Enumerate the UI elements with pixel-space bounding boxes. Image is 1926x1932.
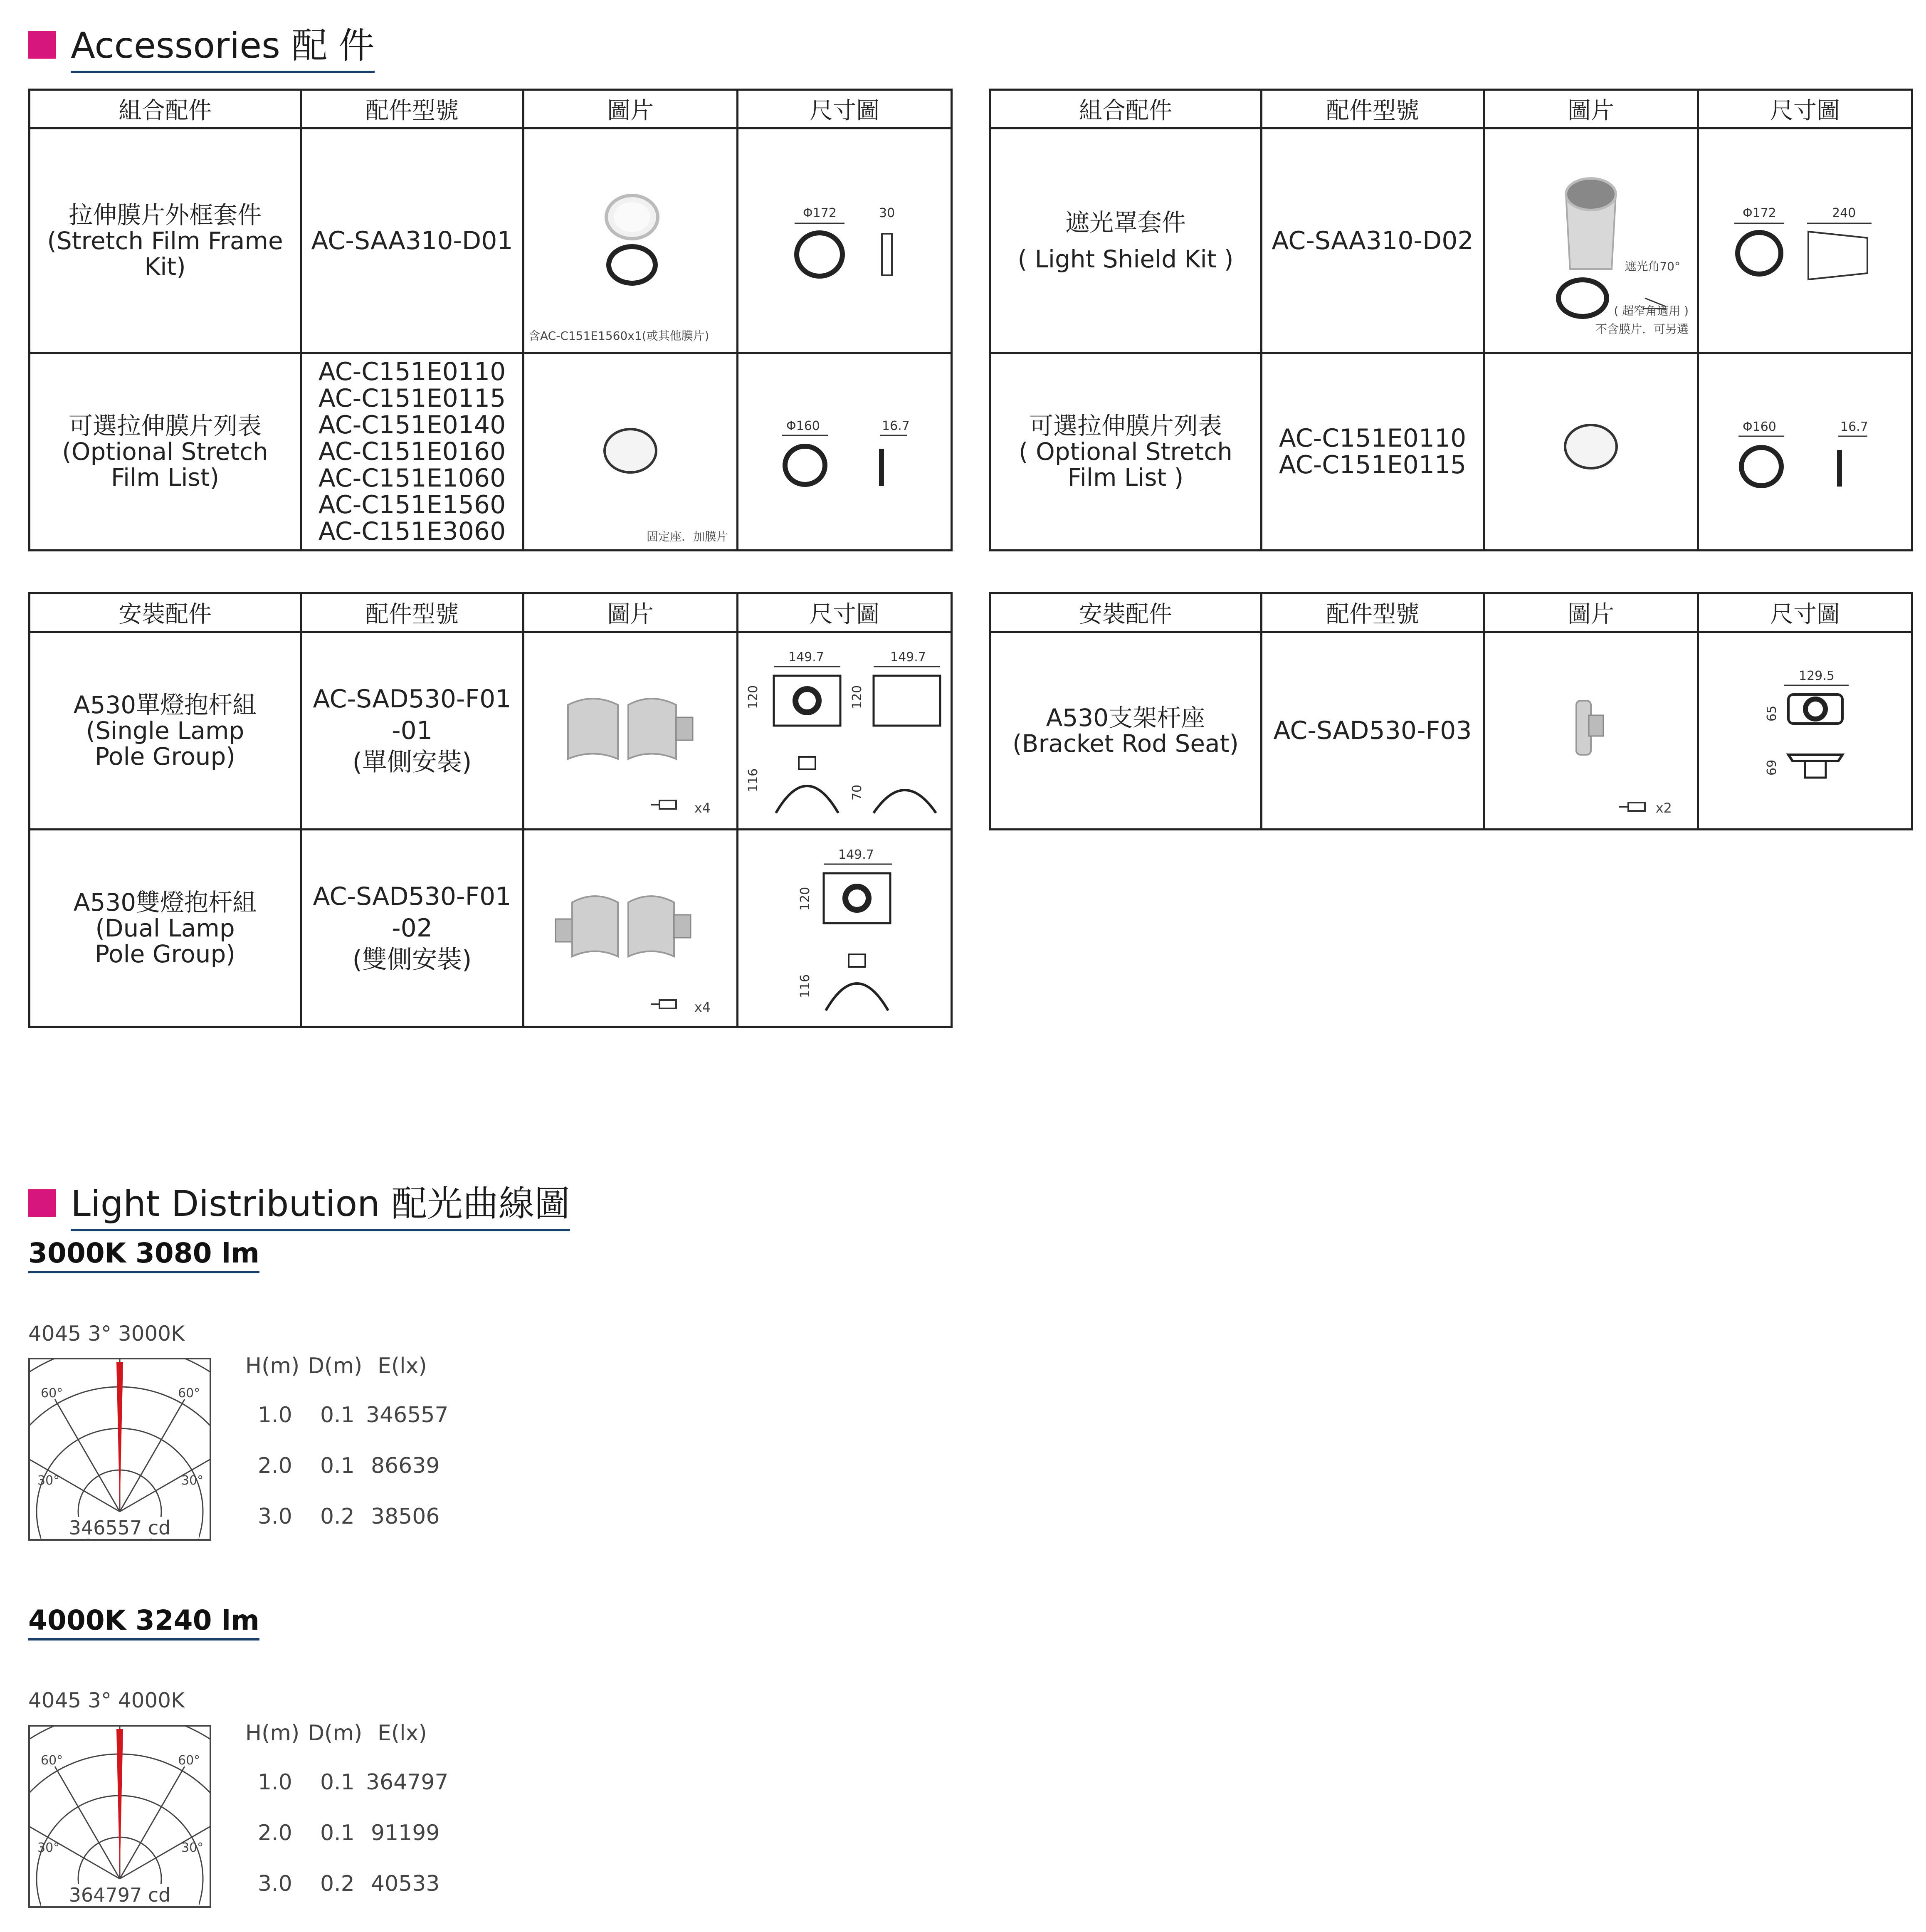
accessory-name: 可選拉伸膜片列表 ( Optional Stretch Film List ) [1019,412,1232,492]
accessory-model: AC-SAA310-D02 [1272,226,1474,255]
header-dimension: 尺寸圖 [1698,90,1912,128]
header-dimension: 尺寸圖 [738,90,952,128]
table-row [990,128,1912,353]
distance-value: 0.1 [320,1453,355,1478]
header-picture: 圖片 [523,593,738,632]
illuminance-value: 86639 [371,1453,440,1478]
height-value: 2.0 [258,1821,292,1846]
picture-caption: 遮光角70° [1625,259,1680,273]
table-row [245,1403,449,1453]
table-row [30,128,952,353]
illuminance-value: 40533 [371,1871,440,1896]
accessory-name: 遮光罩套件 ( Light Shield Kit ) [1017,208,1234,273]
accessory-table-shield [989,89,1913,551]
accessory-name: A530支架杆座 (Bracket Rod Seat) [1012,704,1239,758]
angle-label: 30° [181,1473,204,1488]
polar-diagram [28,1358,211,1541]
accessory-name: 拉伸膜片外框套件 (Stretch Film Frame Kit) [47,200,283,281]
polar-chart-label: 4045 3° 4000K [28,1688,185,1712]
distance-value: 0.1 [320,1770,355,1795]
accessory-model-list: AC-C151E0110 AC-C151E0115 AC-C151E0140 AC-C151E0160 AC-C151E1060 AC-C151E1560 AC-C151E3060 [318,357,506,546]
dim-label: 149.7 [890,650,926,665]
screw-count: x4 [694,999,711,1015]
illuminance-value: 346557 [366,1403,449,1428]
height-value: 1.0 [258,1770,292,1795]
table-row [30,632,952,830]
header-model: 配件型號 [301,90,523,128]
screw-count: x2 [1655,800,1672,816]
accent-square-icon [28,1189,56,1217]
distribution-heading: 3000K 3080 lm [28,1237,259,1273]
column-header: H(m) [245,1721,300,1746]
accessory-model-list: AC-C151E0110 AC-C151E0115 [1279,424,1467,479]
table-row [245,1770,449,1821]
dim-label: 116 [798,974,812,998]
stretch-film-image [526,355,734,546]
angle-label: 60° [178,1753,200,1768]
header-install: 安裝配件 [30,593,301,632]
frame-kit-image [526,132,734,348]
table-row [990,632,1912,830]
table-header-row [30,593,952,632]
height-value: 3.0 [258,1871,292,1896]
header-model: 配件型號 [301,593,523,632]
angle-label: 30° [37,1841,60,1855]
table-row [245,1821,449,1871]
angle-label: 60° [41,1386,63,1401]
polar-diagram [28,1725,211,1908]
frame-kit-dimension-drawing [741,132,948,348]
table-header-row [990,90,1912,128]
accessory-model: AC-SAD530-F01 -02 (雙側安裝) [313,882,511,974]
illuminance-table [245,1721,449,1922]
header-model: 配件型號 [1262,90,1484,128]
table-row [245,1871,449,1922]
column-header: D(m) [308,1721,363,1746]
table-row [245,1453,449,1504]
header-install: 安裝配件 [990,593,1262,632]
dim-label: Φ172 [803,205,837,220]
header-picture: 圖片 [523,90,738,128]
accessory-name: A530單燈抱杆組 (Single Lamp Pole Group) [73,691,257,771]
picture-caption: 固定座．加膜片 [646,530,728,544]
bracket-dimension-drawing [1701,634,1909,825]
dim-label: 120 [746,685,761,709]
dual-pole-dimension-drawing [741,832,948,1023]
header-combo: 組合配件 [990,90,1262,128]
accessory-name: 可選拉伸膜片列表 (Optional Stretch Film List) [62,412,268,492]
angle-label: 30° [181,1841,204,1855]
header-combo: 組合配件 [30,90,301,128]
bracket-seat-image [1487,634,1695,825]
illuminance-value: 38506 [371,1504,440,1529]
polar-chart [28,1358,211,1541]
dim-label: 116 [746,768,761,792]
dim-label: Φ160 [786,419,820,433]
table-row [990,353,1912,551]
accent-square-icon [28,31,56,59]
table-header-row [30,90,952,128]
light-distribution-title: Light Distribution 配光曲線圖 [71,1175,570,1231]
distance-value: 0.2 [320,1504,355,1529]
film-dimension-drawing [741,355,948,546]
header-dimension: 尺寸圖 [738,593,952,632]
dual-pole-clamp-image [526,832,734,1023]
picture-caption: ( 超窄角適用 ) [1614,304,1689,318]
peak-intensity: 364797 cd [69,1884,171,1906]
light-distribution-section-title [28,1175,570,1231]
table-row [30,830,952,1027]
dim-label: 129.5 [1799,669,1835,683]
picture-caption: 不含膜片．可另選 [1595,322,1689,336]
distribution-heading: 4000K 3240 lm [28,1604,259,1640]
accessories-title: Accessories 配 件 [71,17,375,73]
distance-value: 0.1 [320,1821,355,1846]
accessory-table-pole [28,592,953,1028]
column-header: E(lx) [378,1721,427,1746]
angle-label: 60° [41,1753,63,1768]
table-row [245,1504,449,1555]
accessory-table-frame [28,89,953,551]
table-row [30,353,952,551]
dim-label: 149.7 [838,847,874,862]
dim-label: 240 [1832,205,1856,220]
accessory-model: AC-SAA310-D01 [311,226,513,255]
distance-value: 0.2 [320,1871,355,1896]
screw-count: x4 [694,800,711,816]
accessory-model: AC-SAD530-F03 [1273,716,1472,745]
dim-label: 70 [850,784,864,800]
column-header: H(m) [245,1354,300,1379]
height-value: 3.0 [258,1504,292,1529]
polar-chart [28,1725,211,1908]
dim-label: 69 [1765,759,1779,776]
single-pole-dimension-drawing [741,634,948,825]
column-header: E(lx) [378,1354,427,1379]
picture-caption: 含AC-C151E1560x1(或其他膜片) [528,329,709,343]
shield-dimension-drawing [1701,132,1909,348]
accessories-section-title [28,17,375,73]
stretch-film-image [1487,355,1695,546]
dim-label: 120 [850,685,864,709]
illuminance-value: 91199 [371,1821,440,1846]
distance-value: 0.1 [320,1403,355,1428]
dim-label: Φ160 [1743,420,1776,434]
dim-label: 149.7 [788,650,824,665]
accessory-table-bracket [989,592,1913,830]
peak-intensity: 346557 cd [69,1517,171,1539]
single-pole-clamp-image [526,634,734,825]
dim-label: 16.7 [1840,420,1868,434]
dim-label: 65 [1765,705,1779,721]
illuminance-value: 364797 [366,1770,449,1795]
dim-label: 16.7 [882,419,910,433]
header-picture: 圖片 [1484,90,1698,128]
table-header-row [990,593,1912,632]
accessory-name: A530雙燈抱杆組 (Dual Lamp Pole Group) [73,888,257,968]
header-model: 配件型號 [1262,593,1484,632]
column-header: D(m) [308,1354,363,1379]
angle-label: 60° [178,1386,200,1401]
film-dimension-drawing [1701,355,1909,546]
header-picture: 圖片 [1484,593,1698,632]
angle-label: 30° [37,1473,60,1488]
dim-label: 120 [798,887,812,911]
accessory-model: AC-SAD530-F01 -01 (單側安裝) [313,684,511,777]
dim-label: 30 [879,205,895,220]
height-value: 2.0 [258,1453,292,1478]
header-dimension: 尺寸圖 [1698,593,1912,632]
dim-label: Φ172 [1743,205,1776,220]
polar-chart-label: 4045 3° 3000K [28,1322,185,1346]
illuminance-table [245,1354,449,1555]
height-value: 1.0 [258,1403,292,1428]
